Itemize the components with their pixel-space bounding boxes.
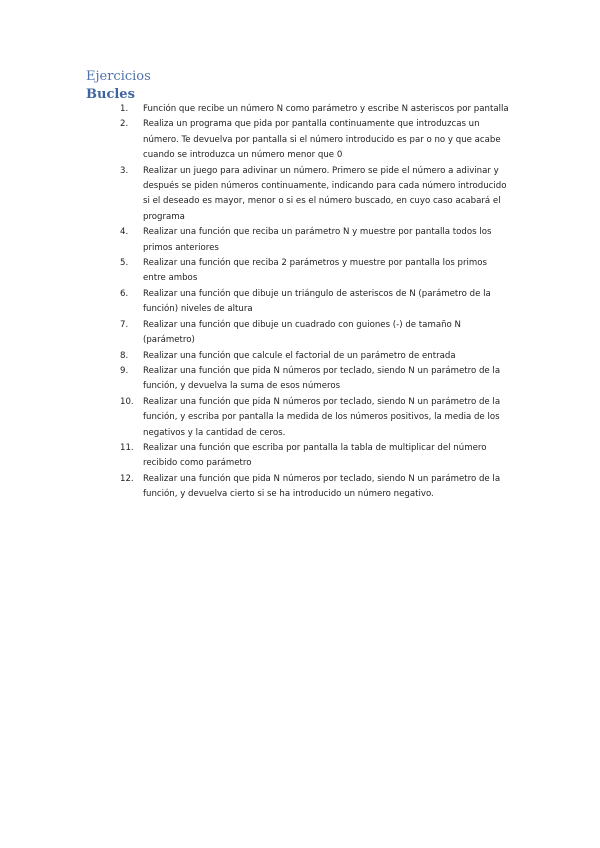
list-item [120, 256, 512, 287]
item-text: Realizar una función que reciba un parámetro N y muestre por pantalla todos los primos anteriores [143, 227, 492, 253]
document-title: Ejercicios [86, 69, 151, 84]
item-number: 4. [120, 227, 129, 238]
item-number: 9. [120, 365, 129, 376]
item-text: Realizar una función que dibuje un cuadrado con guiones (-) de tamaño N (parámetro) [143, 319, 461, 346]
item-number: 1. [120, 104, 129, 114]
item-text: Realizar una función que pida N números por teclado, siendo N un parámetro de la función, y devuelva la suma de esos números [143, 365, 501, 392]
document-subtitle: Bucles [86, 87, 135, 102]
item-number: 11. [120, 442, 134, 453]
item-text: Realizar un juego para adivinar un número. Primero se pide el número a adivinar y después se piden números continuamente, indicando para cada número introducido si el deseado es mayor, menor o si es el número buscado, en cuyo caso acabará el programa [143, 165, 507, 222]
item-text: Realizar una función que pida N números por teclado, siendo N un parámetro de la función, y devuelva cierto si se ha introducido un número negativo. [143, 473, 501, 500]
item-number: 7. [120, 319, 129, 330]
item-number: 3. [120, 165, 129, 176]
list-item [120, 102, 512, 117]
item-text: Realizar una función que pida N números por teclado, siendo N un parámetro de la función, y escriba por pantalla la medida de los números positivos, la media de los negativos y la cantidad de ceros. [143, 396, 501, 438]
item-text: Función que recibe un número N como parámetro y escribe N asteriscos por pantalla [143, 104, 509, 114]
item-number: 10. [120, 396, 134, 407]
item-number: 8. [120, 350, 129, 361]
list-item [120, 287, 512, 318]
list-item [120, 117, 512, 163]
list-item [120, 395, 512, 441]
item-number: 2. [120, 119, 129, 130]
list-item [120, 472, 512, 503]
item-text: Realizar una función que reciba 2 parámetros y muestre por pantalla los primos entre ambos [143, 258, 488, 284]
item-text: Realizar una función que escriba por pantalla la tabla de multiplicar del número recibido como parámetro [143, 442, 487, 469]
list-item [120, 225, 512, 256]
item-number: 12. [120, 473, 134, 484]
item-number: 5. [120, 258, 129, 269]
list-item [120, 364, 512, 395]
item-text: Realizar una función que calcule el factorial de un parámetro de entrada [143, 350, 456, 361]
item-text: Realiza un programa que pida por pantalla continuamente que introduzcas un número. Te devuelva por pantalla si el número introducido es par o no y que acabe cuando se introduzca un número menor que 0 [143, 119, 501, 161]
exercise-list [120, 102, 512, 503]
item-number: 6. [120, 288, 129, 299]
list-item [120, 441, 512, 472]
list-item [120, 318, 512, 349]
list-item [120, 164, 512, 226]
item-text: Realizar una función que dibuje un triángulo de asteriscos de N (parámetro de la función) niveles de altura [143, 288, 491, 315]
list-item [120, 349, 512, 364]
